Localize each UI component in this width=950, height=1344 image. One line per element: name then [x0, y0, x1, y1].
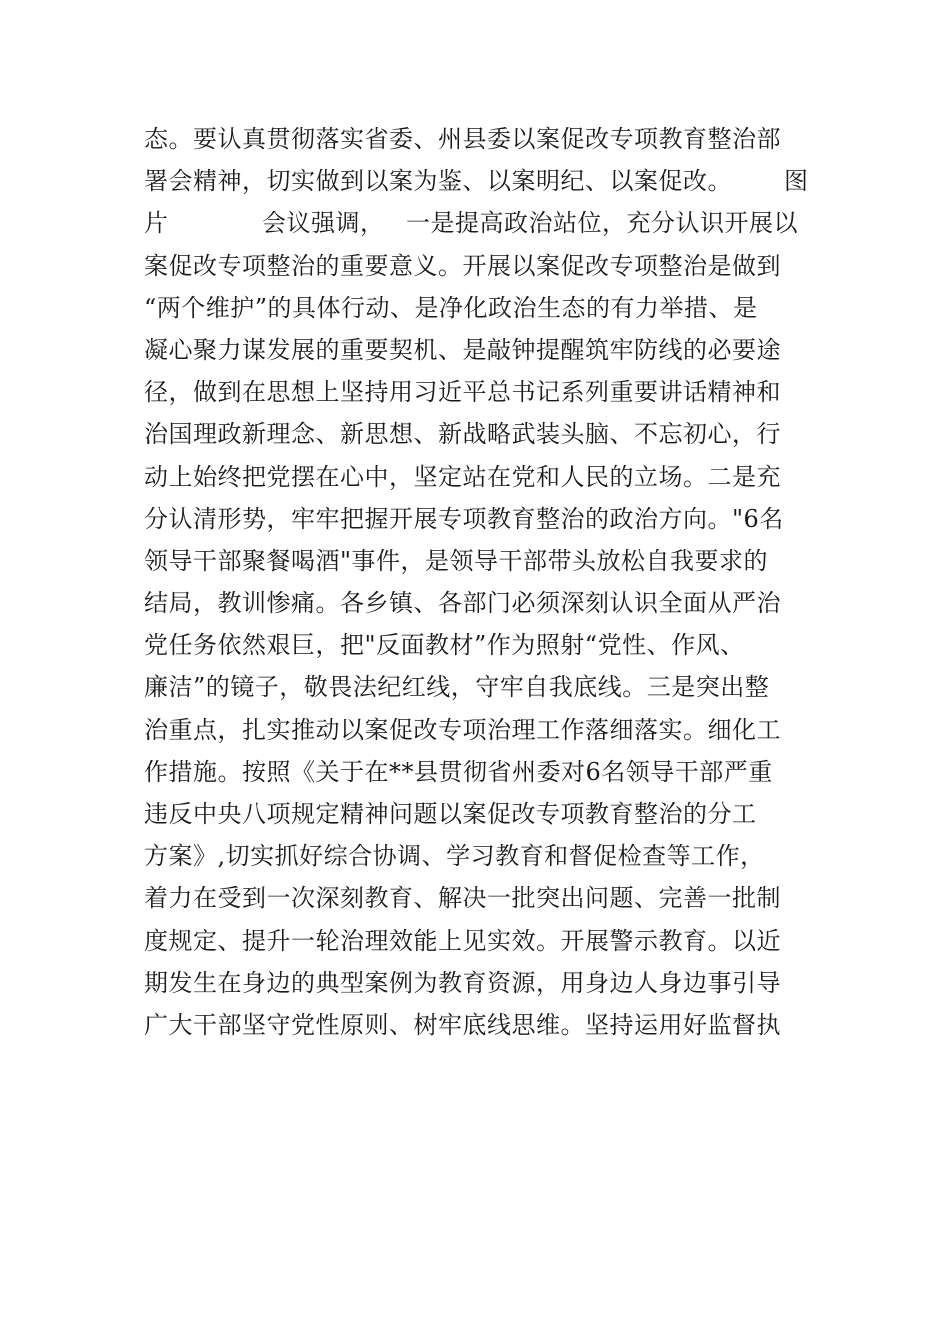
text-line: 治国理政新理念、新思想、新战略武装头脑、不忘初心，行	[144, 420, 781, 449]
text-segment: 片	[144, 209, 169, 238]
text-segment: 图	[784, 167, 809, 196]
text-line: 动上始终把党摆在心中，坚定站在党和人民的立场。二是充	[144, 462, 781, 491]
text-segment: 会议强调，	[262, 209, 385, 238]
text-line: 期发生在身边的典型案例为教育资源，用身边人身边事引导	[144, 968, 781, 997]
text-line: 分认清形势，牢牢把握开展专项教育整治的政治方向。"6名	[144, 504, 784, 533]
text-line: 着力在受到一次深刻教育、解决一批突出问题、完善一批制	[144, 884, 781, 913]
text-line: 领导干部聚餐喝酒"事件，是领导干部带头放松自我要求的	[144, 546, 769, 575]
text-line: 方案》,切实抓好综合协调、学习教育和督促检查等工作，	[144, 842, 765, 871]
text-line: 作措施。按照《关于在**县贯彻省州委对6名领导干部严重	[144, 757, 773, 786]
text-segment: 署会精神，切实做到以案为鉴、以案明纪、以案促改。	[144, 167, 732, 196]
text-line: 治重点，扎实推动以案促改专项治理工作落细落实。细化工	[144, 715, 781, 744]
text-line: 凝心聚力谋发展的重要契机、是敲钟提醒筑牢防线的必要途	[144, 335, 781, 364]
text-line: 廉洁”的镜子，敬畏法纪红线，守牢自我底线。三是突出整	[144, 673, 770, 702]
text-line: 案促改专项整治的重要意义。开展以案促改专项整治是做到	[144, 251, 781, 280]
text-line: 结局，教训惨痛。各乡镇、各部门必须深刻认识全面从严治	[144, 589, 781, 618]
text-line: 违反中央八项规定精神问题以案促改专项教育整治的分工	[144, 800, 757, 828]
text-line: 度规定、提升一轮治理效能上见实效。开展警示教育。以近	[144, 926, 781, 955]
text-line: 态。要认真贯彻落实省委、州县委以案促改专项教育整治部	[144, 125, 781, 153]
text-line	[144, 160, 814, 202]
text-line: 广大干部坚守党性原则、树牢底线思维。坚持运用好监督执	[144, 1010, 781, 1039]
text-segment: 一是提高政治站位，充分认识开展以	[406, 209, 798, 238]
body-text	[144, 118, 814, 1046]
text-line: “两个维护”的具体行动、是净化政治生态的有力举措、是	[144, 293, 758, 322]
text-line: 党任务依然艰巨，把"反面教材”作为照射“党性、作风、	[144, 631, 745, 660]
text-line: 径，做到在思想上坚持用习近平总书记系列重要讲话精神和	[144, 378, 781, 407]
text-line	[144, 202, 814, 244]
